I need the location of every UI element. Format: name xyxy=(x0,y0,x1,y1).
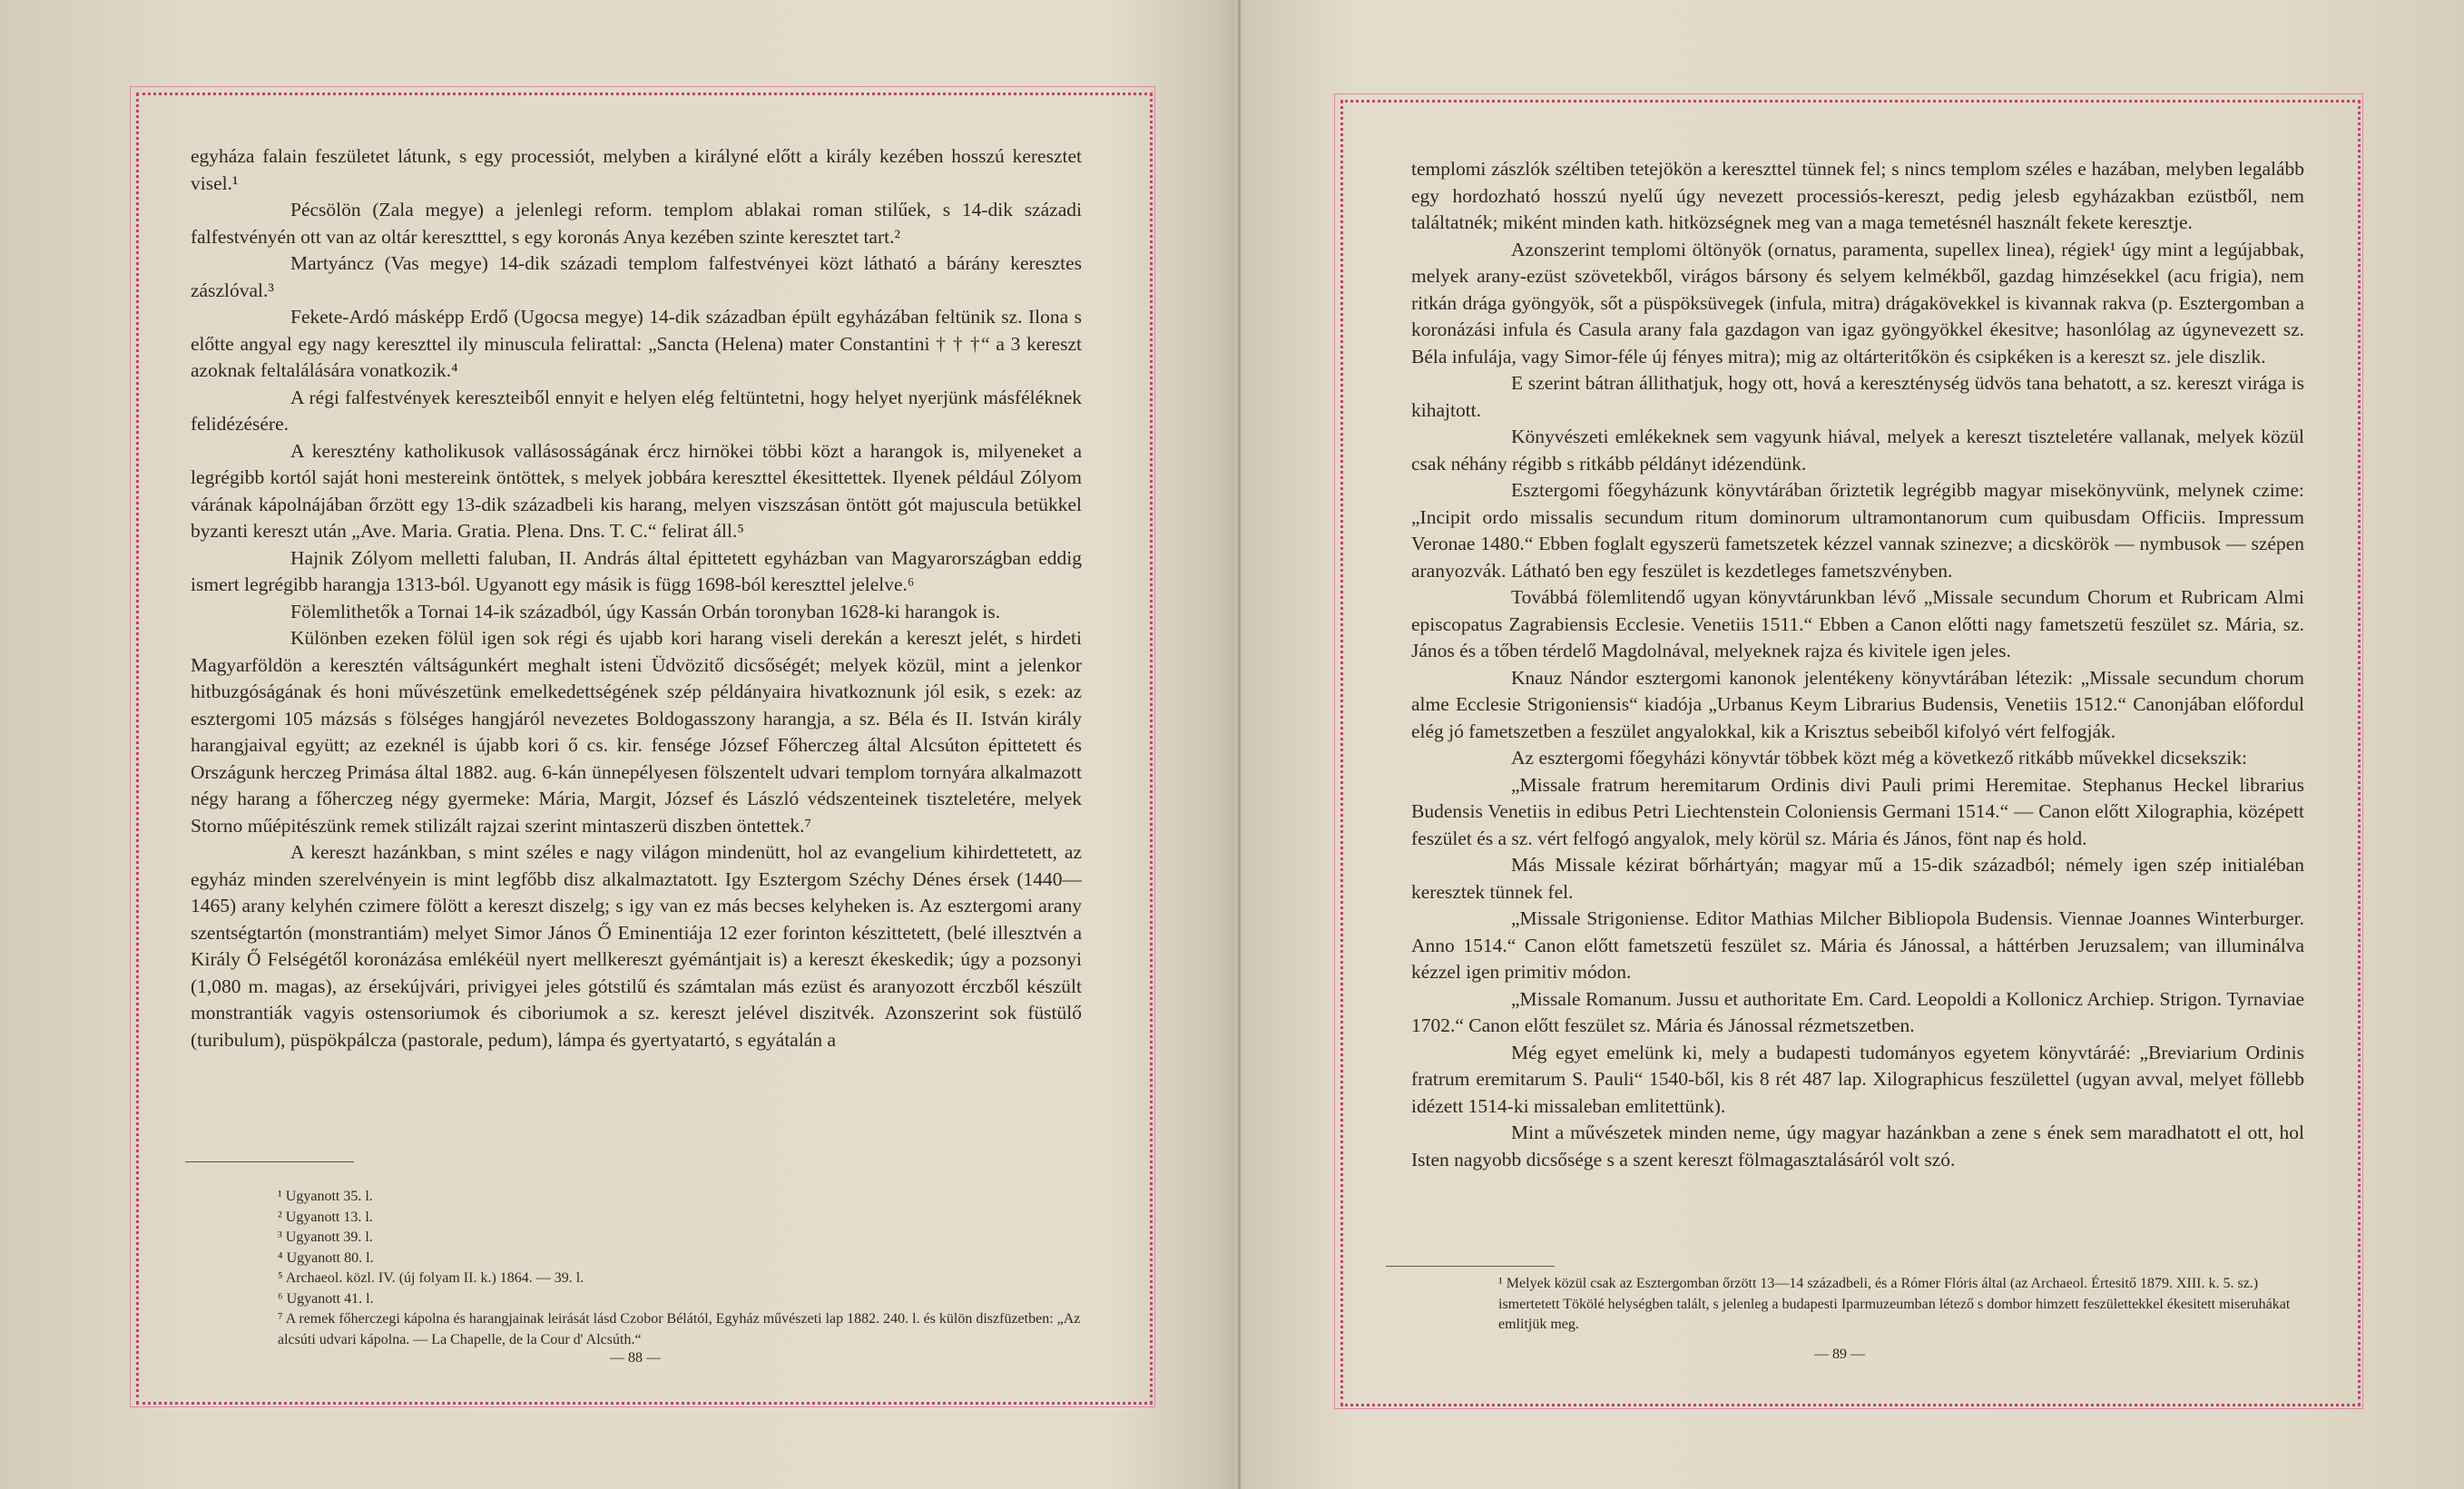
footnote: ² Ugyanott 13. l. xyxy=(278,1209,373,1225)
paragraph: Pécsölön (Zala megye) a jelenlegi reform. templom ablakai roman stilűek, s 14-dik századi falfestvényén ott van az oltár keresztttel, s egy koronás Anya kezében szinte keresztet tart.² xyxy=(191,199,1082,248)
footnote: ⁶ Ugyanott 41. l. xyxy=(278,1290,374,1307)
footnote-rule xyxy=(1386,1266,1555,1267)
page-number: — 89 — xyxy=(1814,1347,1865,1362)
footnote: ¹ Melyek közül csak az Esztergomban őrzött 13—14 századbeli, és a Rómer Flóris által (az Archaeol. Értesitő 1879. XIII. k. 5. sz.) ismertetett Tökölé helységben talált, s jelenleg a budapesti Iparmuzeumban létező s dombor himzett feszülettekkel ékesitett miseruhákat emlitjük meg. xyxy=(1498,1276,2291,1332)
paragraph: „Missale fratrum heremitarum Ordinis divi Pauli primi Heremitae. Stephanus Heckel librarius Budensis Venetiis in edibus Petri Liechtenstein Coloniensis Germani 1514.“ — Canon előtt Xilographia, középett feszület és a sz. vért felfogó angyalok, mely körül sz. Mária és János, fönt nap és hold. xyxy=(1411,773,2304,849)
paragraph: Az esztergomi főegyházi könyvtár többek közt még a következő ritkább művekkel dicsekszik: xyxy=(1511,747,2247,769)
paragraph: „Missale Strigoniense. Editor Mathias Milcher Bibliopola Budensis. Viennae Joannes Winterburger. Anno 1514.“ Canon előtt fametszetü feszület sz. Mária és Jánossal, a háttérben Jeruzsalem; van illuminálva kézzel igen primitiv módon. xyxy=(1411,907,2304,983)
paragraph: E szerint bátran állithatjuk, hogy ott, hová a kereszténység üdvös tana behatott, a sz. kereszt virága is kihajtott. xyxy=(1411,372,2304,421)
body-text xyxy=(1411,156,2304,1173)
footnotes xyxy=(191,1187,1082,1350)
paragraph: egyháza falain feszületet látunk, s egy processiót, melyben a királyné előtt a király kezében hosszú keresztet visel.¹ xyxy=(191,145,1082,194)
paragraph: Esztergomi főegyházunk könyvtárában őriztetik legrégibb magyar misekönyvünk, melynek czime: „Incipit ordo missalis secundum ritum dominorum ultramontanorum cum quibusdam Officiis. Impressum Veronae 1480.“ Ebben foglalt egyszerü fametszetek kézzel vannak szinezve; a dicskörök — nymbusok — szépen aranyozvák. Látható ben egy feszület is kezdetleges fametszvényben. xyxy=(1411,479,2304,582)
paragraph: Különben ezeken fölül igen sok régi és ujabb kori harang viseli derekán a kereszt jelét, s hirdeti Magyarföldön a keresztén váltságunkért meghalt isteni Üdvözitő dicsőségét; melyek közül, mint a jelenkor hitbuzgóságának és honi művészetünk emelkedettségének szép példányaira hivatkoznunk jól esik, s ezek: az esztergomi 105 mázsás s fölséges hangjáról nevezetes Boldogasszony harangja, a sz. Béla és II. István király harangjaival együtt; az ezeknél is újabb kori ő cs. kir. fensége József Főherczeg által Alcsúton épittetett és Országunk herczeg Primása által 1882. aug. 6-kán ünnepélyesen fölszentelt udvari templom tornyára alkalmazott négy harang a főherczeg négy gyermeke: Mária, Margit, József és László védszenteinek tiszteletére, melyek Storno műépitészünk remek stilizált rajzai szerint mintaszerü diszben öntettek.⁷ xyxy=(191,627,1082,837)
footnote: ⁷ A remek főherczegi kápolna és harangjainak leirását lásd Czobor Bélától, Egyház művészeti lap 1882. 240. l. és külön diszfüzetben: „Az alcsúti udvari kápolna. — La Chapelle, de la Cour d' Alcsúth.“ xyxy=(278,1311,1081,1347)
paragraph: A kereszt hazánkban, s mint széles e nagy világon mindenütt, hol az evangelium kihirdettetett, az egyház minden szerelvényein is mint legfőbb disz alkalmaztatott. Igy Esztergom Széchy Dénes érsek (1440—1465) arany kelyhén czimere fölött a kereszt diszelg; s igy van ez más becses kelyheken is. Az esztergomi arany szentségtartón (monstrantiám) melyet Simor János Ő Eminentiája 12 ezer forinton készittetett, (belé illesztvén a Király Ő Felségétől koronázása emlékéül nyert mellkereszt gyémántjait is) a kereszt ékeskedik; úgy a pozsonyi (1,080 m. magas), az érsekújvári, privigyei jeles gótstilű és számtalan más ezüst és aranyozott érczből készült monstrantiák vagyis ostensoriumok és ciboriumok a sz. kereszt jelével diszitvék. Azonszerint sok füstülő (turibulum), püspökpálcza (pastorale, pedum), lámpa és gyertyatartó, s egyátalán a xyxy=(191,841,1082,1051)
footnote: ⁴ Ugyanott 80. l. xyxy=(278,1249,374,1266)
footnote: ³ Ugyanott 39. l. xyxy=(278,1229,373,1245)
footnote: ⁵ Archaeol. közl. IV. (új folyam II. k.) 1864. — 39. l. xyxy=(278,1270,584,1286)
page-number: — 88 — xyxy=(610,1350,661,1366)
paragraph: Más Missale kézirat bőrhártyán; magyar mű a 15-dik századból; némely igen szép initialéban keresztek tünnek fel. xyxy=(1411,854,2304,903)
footnotes xyxy=(1411,1274,2304,1336)
paragraph: Fekete-Ardó másképp Erdő (Ugocsa megye) 14-dik században épült egyházában feltünik sz. Ilona s előtte angyal egy nagy kereszttel ily minuscula felirattal: „Sancta (Helena) mater Constantini † † †“ a 3 kereszt azoknak feltalálására vonatkozik.⁴ xyxy=(191,306,1082,381)
paragraph: Azonszerint templomi öltönyök (ornatus, paramenta, supellex linea), régiek¹ úgy mint a legújabbak, melyek arany-ezüst szövetekből, virágos bársony és selyem kelmékből, gazdag himzésekkel (acu frigia), nem ritkán drága gyöngyök, sőt a püspöksüvegek (infula, mitra) drágakövekkel is kivannak rakva (p. Esztergomban a koronázási infula és Casula arany fala gazdagon van igaz gyöngyökkel ékesitve; hasonlólag az úgynevezett sz. Béla infulája, vagy Simor-féle új fényes mitra); mig az oltárteritőkön és csipkéken is a kereszt sz. jele diszlik. xyxy=(1411,238,2304,367)
paragraph: Knauz Nándor esztergomi kanonok jelentékeny könyvtárában létezik: „Missale secundum chorum alme Ecclesie Strigoniensis“ kiadója „Urbanus Keym Librarius Budensis, Venetiis 1512.“ Canonjában előfordul elég jó fametszetben a feszület angyalokkal, kik a Krisztus sebeiből kifolyó vért felfogják. xyxy=(1411,666,2304,742)
paragraph: Fölemlithetők a Tornai 14-ik századból, úgy Kassán Orbán toronyban 1628-ki harangok is. xyxy=(290,600,1001,622)
paragraph: Hajnik Zólyom melletti faluban, II. András által épittetett egyházban van Magyarországban eddig ismert legrégibb harangja 1313-ból. Ugyanott egy másik is függ 1698-ból kereszttel jelelve.⁶ xyxy=(191,546,1082,595)
paragraph: Könyvészeti emlékeknek sem vagyunk hiával, melyek a kereszt tiszteletére vallanak, melyek közül csak néhány régibb s ritkább példányt idézendünk. xyxy=(1411,426,2304,475)
paragraph: Mint a művészetek minden neme, úgy magyar hazánkban a zene s ének sem maradhatott el ott, hol Isten nagyobb dicsősége s a szent kereszt fölmagasztalásáról volt szó. xyxy=(1411,1122,2304,1171)
paragraph: Martyáncz (Vas megye) 14-dik századi templom falfestvényei közt látható a bárány keresztes zászlóval.³ xyxy=(191,252,1082,301)
footnote: ¹ Ugyanott 35. l. xyxy=(278,1189,373,1204)
paragraph: Továbbá fölemlitendő ugyan könyvtárunkban lévő „Missale secundum Chorum et Rubricam Almi episcopatus Zagrabiensis Ecclesie. Venetiis 1511.“ Ebben a Canon előtti nagy fametszetü feszület sz. Mária, sz. János és a tőben térdelő Magdolnával, melyeknek rajza és kivitele igen jeles. xyxy=(1411,586,2304,661)
footnote-rule xyxy=(185,1161,354,1162)
paragraph: „Missale Romanum. Jussu et authoritate Em. Card. Leopoldi a Kollonicz Archiep. Strigon. Tyrnaviae 1702.“ Canon előtt feszület sz. Mária és Jánossal rézmetszetben. xyxy=(1411,987,2304,1036)
paragraph: A keresztény katholikusok vallásosságának ércz hirnökei többi közt a harangok is, milyeneket a legrégibb kortól saját honi mestereink öntöttek, s melyek jobbára kereszttel ékesittettek. Ilyenek például Zólyom várának kápolnájában őrzött egy 13-dik századbeli kis harang, melyen viszszásan öntött gót majuscula betükkel byzanti kereszt után „Ave. Maria. Gratia. Plena. Dns. T. C.“ felirat áll.⁵ xyxy=(191,439,1082,542)
paragraph: A régi falfestvények kereszteiből ennyit e helyen elég feltüntetni, hogy helyet nyerjünk másféléknek felidézésére. xyxy=(191,386,1082,435)
right-page xyxy=(1241,0,2464,1489)
paragraph: Még egyet emelünk ki, mely a budapesti tudományos egyetem könyvtáráé: „Breviarium Ordinis fratrum eremitarum S. Pauli“ 1540-ből, kis 8 rét 487 lap. Xilographicus feszülettel (ugyan avval, melyet föllebb idézett 1514-ki missaleban emlitettünk). xyxy=(1411,1041,2304,1117)
paragraph: templomi zászlók széltiben tetejökön a kereszttel tünnek fel; s nincs templom széles e hazában, melyben legalább egy hordozható hosszú nyelű úgy nevezett processiós-kereszt, pedig jelesb egyházakban ezüstből, nem találtatnék; miként minden kath. hitközségnek meg van a maga temetésnél használt fekete keresztje. xyxy=(1411,158,2304,233)
body-text xyxy=(191,143,1082,1053)
